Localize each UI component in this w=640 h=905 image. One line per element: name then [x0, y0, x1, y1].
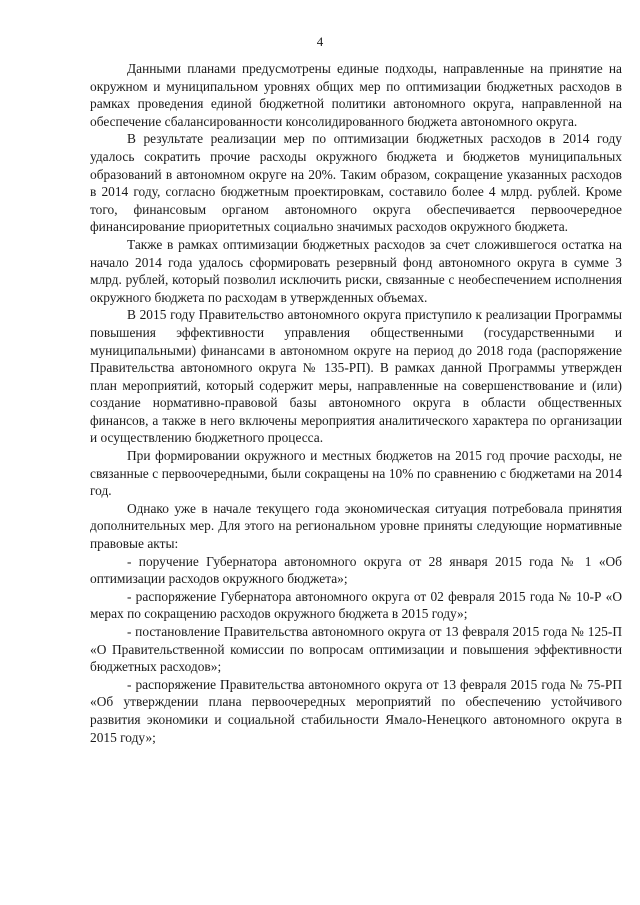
- paragraph-additional-measures: Однако уже в начале текущего года экономическая ситуация потребовала принятия дополнительных мер. Для этого на региональном уровне приняты следующие нормативные правовые акты:: [90, 500, 622, 552]
- list-item: - поручение Губернатора автономного округа от 28 января 2015 года № 1 «Об оптимизации расходов окружного бюджета»;: [90, 553, 622, 587]
- paragraph-program-2015: В 2015 году Правительство автономного округа приступило к реализации Программы повышения эффективности управления общественными (государственными и муниципальными) финансами в автономном округе на период до 2018 года (распоряжение Правительства автономного округа № 135-РП). В рамках данной Программы утвержден план мероприятий, который содержит меры, направленные на совершенствование и (или) создание нормативно-правовой базы автономного округа в области общественных финансов, а также в него включены мероприятия аналитического характера по организации и осуществлению бюджетного процесса.: [90, 307, 622, 446]
- list-item: - распоряжение Правительства автономного округа от 13 февраля 2015 года № 75-РП «Об утверждении плана первоочередных мероприятий по обеспечению устойчивого развития экономики и социальной стабильности Ямало-Ненецкого автономного округа в 2015 году»;: [90, 676, 622, 745]
- paragraph-plans: Данными планами предусмотрены единые подходы, направленные на принятие на окружном и муниципальном уровнях общих мер по оптимизации бюджетных расходов в рамках проведения единой бюджетной политики автономного округа, направленной на обеспечение сбалансированности консолидированного бюджета автономного округа.: [90, 61, 622, 129]
- list-item: - распоряжение Губернатора автономного округа от 02 февраля 2015 года № 10-Р «О мерах по сокращению расходов окружного бюджета в 2015 году»;: [90, 588, 622, 622]
- paragraph-budget-2015: При формировании окружного и местных бюджетов на 2015 год прочие расходы, не связанные с первоочередными, были сокращены на 10% по сравнению с бюджетами на 2014 год.: [90, 448, 622, 499]
- paragraph-results-2014: В результате реализации мер по оптимизации бюджетных расходов в 2014 году удалось сократить прочие расходы окружного бюджета и бюджетов муниципальных образований в автономном округе на 20%. Таким образом, сокращение указанных расходов в 2014 году, согласно бюджетным проектировкам, составило более 4 млрд. рублей. Кроме того, финансовым органом автономного округа обеспечивается первоочередное финансирование приоритетных социально значимых расходов окружного бюджета.: [90, 131, 622, 235]
- document-body: [90, 60, 622, 746]
- list-item: - постановление Правительства автономного округа от 13 февраля 2015 года № 125-П «О Правительственной комиссии по вопросам оптимизации и повышения эффективности бюджетных расходов»;: [90, 624, 622, 675]
- paragraph-reserve-fund: Также в рамках оптимизации бюджетных расходов за счет сложившегося остатка на начало 2014 года удалось сформировать резервный фонд автономного округа в сумме 3 млрд. рублей, который позволил исключить риски, связанные с необеспечением исполнения окружного бюджета по расходам в утвержденных объемах.: [90, 236, 622, 305]
- page-number: 4: [316, 34, 324, 49]
